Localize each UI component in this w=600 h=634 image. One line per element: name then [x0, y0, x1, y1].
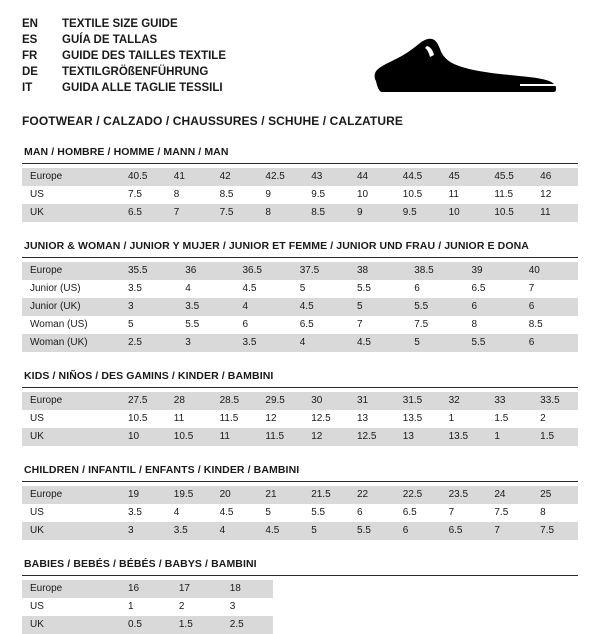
section-title: KIDS / NIÑOS / DES GAMINS / KINDER / BAMBINI: [24, 370, 274, 382]
cell: 2.5: [120, 334, 177, 352]
cell: 37.5: [292, 262, 349, 280]
size-table-children: [22, 486, 578, 540]
table-row: [22, 316, 578, 334]
cell: 11: [448, 189, 459, 200]
cell: 1: [448, 413, 455, 424]
table-row: [22, 298, 578, 316]
divider: [22, 575, 578, 576]
cell: 6.5: [120, 204, 166, 222]
cell: 11.5: [257, 428, 303, 446]
cell: [324, 616, 375, 634]
cell: 13.5: [441, 428, 487, 446]
divider: [22, 387, 578, 388]
divider: [22, 163, 578, 164]
cell: 44.5: [395, 168, 441, 186]
cell: 33: [486, 392, 532, 410]
cell: [527, 598, 578, 616]
cell: 5.5: [357, 283, 371, 294]
cell: 3: [120, 298, 177, 316]
cell: 11.5: [494, 189, 514, 200]
cell: 6.5: [471, 283, 486, 294]
cell: 12.5: [349, 428, 395, 446]
cell: 39: [464, 262, 521, 280]
language-row: [22, 48, 226, 64]
size-table-babies: [22, 580, 578, 634]
cell: 12: [265, 413, 277, 424]
table-row: [22, 410, 578, 428]
row-label: Europe: [22, 392, 120, 410]
cell: 38: [349, 262, 406, 280]
cell: 6.5: [441, 522, 487, 540]
cell: [273, 616, 324, 634]
cell: 24: [486, 486, 532, 504]
category-title: FOOTWEAR / CALZADO / CHAUSSURES / SCHUHE / CALZATURE: [22, 114, 403, 128]
cell: [527, 616, 578, 634]
cell: 25: [532, 486, 578, 504]
cell: 7.5: [212, 204, 258, 222]
cell: [374, 598, 425, 616]
cell: 10: [441, 204, 487, 222]
table-row: [22, 168, 578, 186]
table-row: [22, 392, 578, 410]
language-row: [22, 80, 226, 96]
language-title: TEXTILGRÖßENFÜHRUNG: [62, 66, 209, 78]
cell: 41: [166, 168, 212, 186]
cell: 20: [212, 486, 258, 504]
cell: 12.5: [311, 413, 331, 424]
cell: 11.5: [219, 413, 239, 424]
cell: 6.5: [402, 507, 417, 518]
cell: [324, 598, 375, 616]
cell: 11: [532, 204, 578, 222]
cell: 42: [212, 168, 258, 186]
cell: 19: [120, 486, 166, 504]
cell: 5.5: [406, 298, 463, 316]
row-label: Junior (UK): [22, 298, 120, 316]
cell: 21: [257, 486, 303, 504]
cell: 36.5: [235, 262, 292, 280]
cell: 5: [128, 319, 134, 330]
cell: 8.5: [303, 204, 349, 222]
cell: 10: [356, 189, 369, 200]
cell: 8: [471, 319, 478, 330]
cell: 32: [441, 392, 487, 410]
cell: 8: [173, 189, 180, 200]
table-row: [22, 486, 578, 504]
cell: 2.5: [222, 616, 273, 634]
row-label: UK: [22, 428, 120, 446]
cell: [476, 598, 527, 616]
cell: 7.5: [414, 319, 429, 330]
cell: 22.5: [395, 486, 441, 504]
cell: 40.5: [120, 168, 166, 186]
cell: 27.5: [120, 392, 166, 410]
cell: [374, 616, 425, 634]
row-label: Europe: [22, 168, 120, 186]
cell: 9: [349, 204, 395, 222]
cell: 9: [265, 189, 271, 200]
table-row: [22, 204, 578, 222]
size-table-man: [22, 168, 578, 222]
cell: 7: [528, 283, 535, 294]
cell: 19.5: [166, 486, 212, 504]
cell: [527, 580, 578, 598]
cell: 4: [235, 298, 292, 316]
cell: 43: [303, 168, 349, 186]
cell: 5: [265, 507, 271, 518]
section-junior-woman: [22, 240, 578, 352]
cell: 10: [120, 428, 166, 446]
section-man: [22, 146, 578, 222]
section-title: BABIES / BEBÉS / BÉBÉS / BABYS / BAMBINI: [24, 558, 257, 570]
row-label: US: [30, 601, 44, 612]
row-label: UK: [22, 522, 120, 540]
cell: 5: [406, 334, 463, 352]
row-label: US: [30, 413, 44, 424]
cell: 7: [357, 319, 363, 330]
cell: 3.5: [128, 507, 142, 518]
cell: 4: [185, 283, 191, 294]
cell: 1: [128, 601, 134, 612]
cell: 44: [349, 168, 395, 186]
cell: 7: [448, 507, 455, 518]
cell: 4.5: [219, 507, 234, 518]
cell: 6: [356, 507, 363, 518]
row-label: UK: [22, 616, 120, 634]
table-row: [22, 580, 578, 598]
cell: 30: [303, 392, 349, 410]
cell: 7: [486, 522, 532, 540]
cell: 4: [173, 507, 180, 518]
row-label: Junior (US): [30, 283, 81, 294]
cell: 13: [356, 413, 369, 424]
language-title: GUIDA ALLE TAGLIE TESSILI: [62, 82, 223, 94]
cell: 10.5: [166, 428, 212, 446]
cell: 42.5: [257, 168, 303, 186]
row-label: Europe: [22, 262, 120, 280]
cell: 5: [303, 522, 349, 540]
cell: 2: [178, 601, 185, 612]
language-title: GUÍA DE TALLAS: [62, 34, 158, 46]
dress-shoe-icon: [370, 34, 560, 96]
cell: 38.5: [406, 262, 463, 280]
cell: 40: [521, 262, 578, 280]
cell: 6: [521, 298, 578, 316]
row-label: Woman (UK): [22, 334, 120, 352]
cell: 7.5: [128, 189, 142, 200]
cell: 1: [486, 428, 532, 446]
cell: 35.5: [120, 262, 177, 280]
cell: [476, 580, 527, 598]
cell: 7.5: [494, 507, 509, 518]
cell: 5: [349, 298, 406, 316]
cell: 11: [212, 428, 258, 446]
cell: 6: [464, 298, 521, 316]
table-row: [22, 598, 578, 616]
language-code: DE: [22, 66, 38, 78]
cell: 36: [177, 262, 234, 280]
row-label: US: [30, 189, 44, 200]
language-code: ES: [22, 34, 38, 46]
row-label: Europe: [22, 486, 120, 504]
row-label: UK: [22, 204, 120, 222]
divider: [22, 481, 578, 482]
language-row: [22, 16, 226, 32]
cell: 2: [540, 413, 546, 424]
cell: 6: [414, 283, 420, 294]
cell: 4.5: [292, 298, 349, 316]
cell: 12: [540, 189, 552, 200]
cell: 4.5: [349, 334, 406, 352]
section-children: [22, 464, 578, 540]
section-title: CHILDREN / INFANTIL / ENFANTS / KINDER / BAMBINI: [24, 464, 300, 476]
cell: 16: [120, 580, 171, 598]
cell: 31.5: [395, 392, 441, 410]
cell: [273, 580, 324, 598]
cell: 3: [120, 522, 166, 540]
cell: 7.5: [532, 522, 578, 540]
cell: 5.5: [349, 522, 395, 540]
cell: 28: [166, 392, 212, 410]
cell: 3.5: [235, 334, 292, 352]
cell: 23.5: [441, 486, 487, 504]
cell: 0.5: [120, 616, 171, 634]
language-row: [22, 32, 226, 48]
cell: 7: [166, 204, 212, 222]
cell: [425, 616, 476, 634]
table-row: [22, 616, 578, 634]
cell: [425, 580, 476, 598]
cell: 13.5: [402, 413, 423, 424]
cell: 13: [395, 428, 441, 446]
cell: 46: [532, 168, 578, 186]
cell: 3: [229, 601, 236, 612]
cell: 3: [177, 334, 234, 352]
cell: 17: [171, 580, 222, 598]
language-code: FR: [22, 50, 38, 62]
language-title: TEXTILE SIZE GUIDE: [62, 18, 178, 30]
cell: 4: [212, 522, 258, 540]
cell: 3.5: [177, 298, 234, 316]
language-code: IT: [22, 82, 33, 94]
cell: 3.5: [166, 522, 212, 540]
page-header: [22, 16, 578, 108]
language-code: EN: [22, 18, 38, 30]
cell: 12: [303, 428, 349, 446]
size-table-junior-woman: [22, 262, 578, 352]
cell: 1.5: [494, 413, 509, 424]
cell: 3.5: [128, 283, 142, 294]
cell: 33.5: [532, 392, 578, 410]
cell: 45.5: [486, 168, 532, 186]
cell: 10.5: [402, 189, 423, 200]
cell: [476, 616, 527, 634]
cell: 8: [540, 507, 546, 518]
section-babies: [22, 558, 578, 634]
cell: 4.5: [257, 522, 303, 540]
cell: 8: [257, 204, 303, 222]
cell: 28.5: [212, 392, 258, 410]
cell: 22: [349, 486, 395, 504]
section-title: MAN / HOMBRE / HOMME / MANN / MAN: [24, 146, 229, 158]
cell: 6.5: [299, 319, 314, 330]
cell: 6: [521, 334, 578, 352]
cell: 29.5: [257, 392, 303, 410]
cell: [425, 598, 476, 616]
cell: 5.5: [185, 319, 200, 330]
section-kids: [22, 370, 578, 446]
table-row: [22, 522, 578, 540]
cell: [324, 580, 375, 598]
cell: 4: [292, 334, 349, 352]
table-row: [22, 504, 578, 522]
cell: 10.5: [486, 204, 532, 222]
row-label: US: [30, 507, 44, 518]
cell: 18: [222, 580, 273, 598]
cell: 4.5: [242, 283, 257, 294]
cell: 6: [395, 522, 441, 540]
divider: [22, 257, 578, 258]
row-label: Woman (US): [30, 319, 88, 330]
cell: 10.5: [128, 413, 148, 424]
cell: [374, 580, 425, 598]
cell: 31: [349, 392, 395, 410]
cell: 1.5: [532, 428, 578, 446]
cell: 5.5: [464, 334, 521, 352]
table-row: [22, 428, 578, 446]
cell: 8.5: [219, 189, 234, 200]
table-row: [22, 334, 578, 352]
cell: 21.5: [303, 486, 349, 504]
table-row: [22, 262, 578, 280]
cell: [273, 598, 324, 616]
cell: 8.5: [528, 319, 543, 330]
cell: 11: [173, 413, 185, 424]
cell: 9.5: [311, 189, 326, 200]
table-row: [22, 280, 578, 298]
cell: 1.5: [171, 616, 222, 634]
language-title-list: [22, 16, 226, 96]
section-title: JUNIOR & WOMAN / JUNIOR Y MUJER / JUNIOR ET FEMME / JUNIOR UND FRAU / JUNIOR E DONA: [24, 240, 529, 252]
table-row: [22, 186, 578, 204]
cell: 9.5: [395, 204, 441, 222]
cell: 6: [242, 319, 249, 330]
row-label: Europe: [22, 580, 120, 598]
language-title: GUIDE DES TAILLES TEXTILE: [62, 50, 226, 62]
cell: 5: [299, 283, 306, 294]
cell: 5.5: [311, 507, 326, 518]
size-table-kids: [22, 392, 578, 446]
cell: 45: [441, 168, 487, 186]
language-row: [22, 64, 226, 80]
